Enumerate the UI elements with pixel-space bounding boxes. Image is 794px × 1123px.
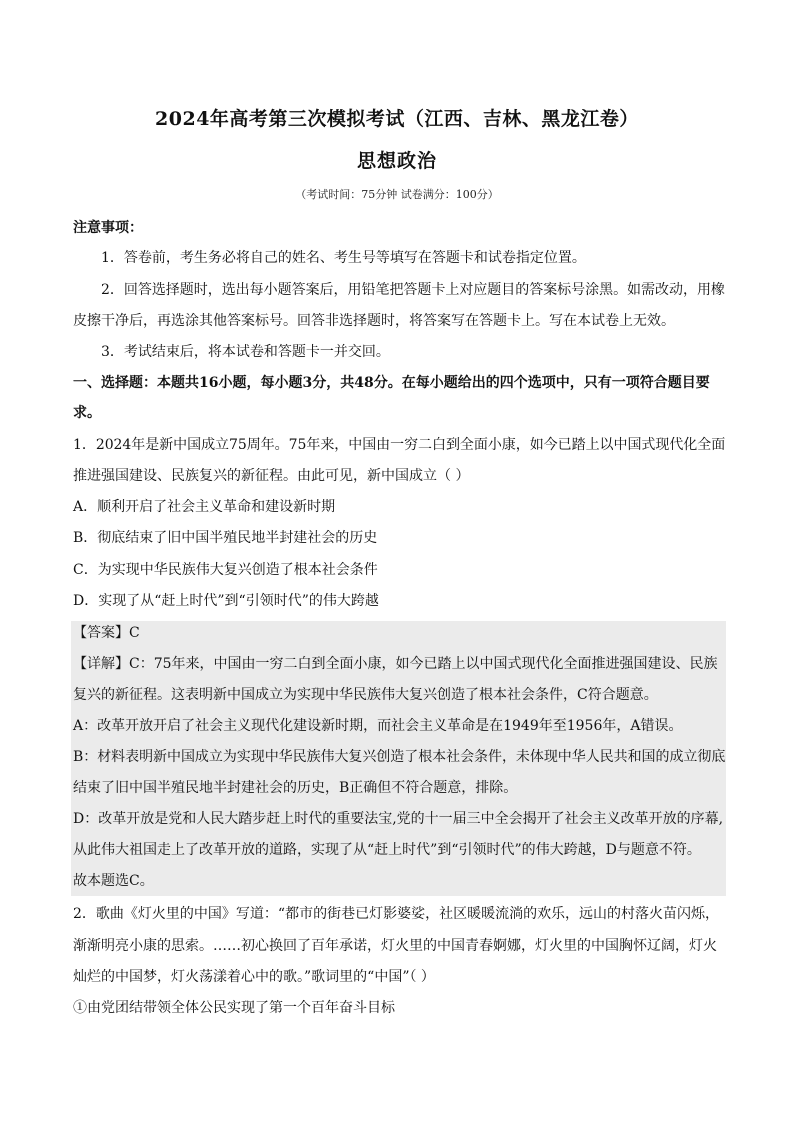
q1-explain-line-8: 故本题选C。 <box>73 873 154 889</box>
exam-info: （考试时间：75分钟 试卷满分：100分） <box>295 188 499 201</box>
q1-explain-line-3: A：改革开放开启了社会主义现代化建设新时期，而社会主义革命是在1949年至1956年，A错误。 <box>73 718 683 734</box>
note-item-2-line-2: 皮擦干净后，再选涂其他答案标号。回答非选择题时，将答案写在答题卡上。写在本试卷上无效。 <box>73 313 675 329</box>
q1-stem-line-2: 推进强国建设、民族复兴的新征程。由此可见，新中国成立（ ） <box>73 468 470 484</box>
q1-explain-line-2: 复兴的新征程。这表明新中国成立为实现中华民族伟大复兴创造了根本社会条件，C符合题意。 <box>73 687 658 703</box>
note-item-2-line-1: 2．回答选择题时，选出每小题答案后，用铅笔把答题卡上对应题目的答案标号涂黑。如需改动，用橡 <box>101 282 725 298</box>
q1-option-b: B．彻底结束了旧中国半殖民地半封建社会的历史 <box>73 530 378 546</box>
q1-option-a: A．顺利开启了社会主义革命和建设新时期 <box>73 499 336 515</box>
section-heading-line-2: 求。 <box>73 405 101 421</box>
q1-stem-line-1: 1．2024年是新中国成立75周年。75年来，中国由一穷二白到全面小康，如今已踏上以中国式现代化全面 <box>73 437 726 453</box>
note-item-1: 1．答卷前，考生务必将自己的姓名、考生号等填写在答题卡和试卷指定位置。 <box>101 250 586 266</box>
q1-option-c: C．为实现中华民族伟大复兴创造了根本社会条件 <box>73 562 378 578</box>
note-item-3: 3．考试结束后，将本试卷和答题卡一并交回。 <box>101 344 390 360</box>
q1-explain-line-1: 【详解】C：75年来，中国由一穷二白到全面小康，如今已踏上以中国式现代化全面推进强国建设、民族 <box>73 656 718 672</box>
notes-heading: 注意事项： <box>73 220 143 236</box>
q1-explain-line-7: 从此伟大祖国走上了改革开放的道路，实现了从“赶上时代”到“引领时代”的伟大跨越，D与题意不符。 <box>73 842 701 858</box>
section-heading-line-1: 一、选择题：本题共16小题，每小题3分，共48分。在每小题给出的四个选项中，只有一项符合题目要 <box>73 375 710 391</box>
exam-subject: 思想政治 <box>356 150 437 172</box>
q1-option-d: D．实现了从“赶上时代”到“引领时代”的伟大跨越 <box>73 593 379 609</box>
q1-explain-line-4: B：材料表明新中国成立为实现中华民族伟大复兴创造了根本社会条件，未体现中华人民共和国的成立彻底 <box>73 749 726 765</box>
q2-stem-line-3: 灿烂的中国梦，灯火荡漾着心中的歌。”歌词里的“中国”（ ） <box>73 969 435 985</box>
q2-stem-line-2: 渐渐明亮小康的思索。……初心换回了百年承诺，灯火里的中国青春婀娜，灯火里的中国胸怀辽阔，灯火 <box>73 938 717 954</box>
q1-answer: 【答案】C <box>73 625 140 641</box>
q2-option-1: ①由党团结带领全体公民实现了第一个百年奋斗目标 <box>73 1000 395 1016</box>
q2-stem-line-1: 2．歌曲《灯火里的中国》写道：“都市的街巷已灯影婆娑，社区暖暖流淌的欢乐，远山的村落火苗闪烁， <box>73 906 720 922</box>
q1-explain-line-6: D：改革开放是党和人民大踏步赶上时代的重要法宝,党的十一届三中全会揭开了社会主义改革开放的序幕, <box>73 811 724 827</box>
q1-explain-line-5: 结束了旧中国半殖民地半封建社会的历史，B正确但不符合题意，排除。 <box>73 780 518 796</box>
exam-title: 2024年高考第三次模拟考试（江西、吉林、黑龙江卷） <box>155 108 639 130</box>
